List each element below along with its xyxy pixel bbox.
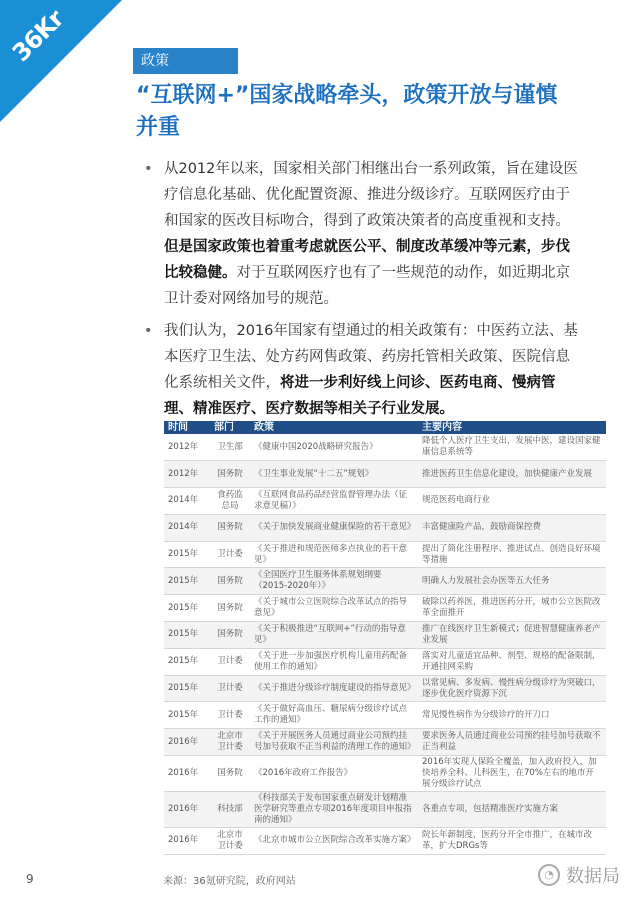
cell-dept: 国务院 — [210, 756, 250, 792]
cell-dept: 卫生部 — [210, 434, 250, 461]
cell-content: 以常见病、多发病、慢性病分级诊疗为突破口，逐步优化医疗资源下沉 — [418, 675, 606, 702]
header-content: 主要内容 — [418, 421, 606, 434]
section-tag: 政策 — [133, 48, 238, 74]
cell-content: 规范医药电商行业 — [418, 488, 606, 515]
cell-dept: 国务院 — [210, 514, 250, 541]
cell-policy: 《卫生事业发展“十二五”规划》 — [250, 461, 418, 488]
cell-content: 推广在线医疗卫生新模式；促进智慧健康养老产业发展 — [418, 622, 606, 649]
table-row — [164, 729, 606, 756]
cell-content: 落实对儿童适宜品种、剂型、规格的配备限制，开通挂网采购 — [418, 648, 606, 675]
policy-table — [164, 421, 606, 855]
page-title: “互联网+”国家战略牵头，政策开放与谨慎并重 — [136, 83, 558, 140]
table-row — [164, 828, 606, 855]
cell-time: 2016年 — [164, 792, 210, 828]
cell-time: 2015年 — [164, 595, 210, 622]
cell-dept: 国务院 — [210, 595, 250, 622]
bullet-item — [144, 318, 584, 422]
cell-time: 2015年 — [164, 541, 210, 568]
cell-policy: 《关于加快发展商业健康保险的若干意见》 — [250, 514, 418, 541]
bullet-bold-text: 将进一步利好线上问诊、医药电商、慢病管理、精准医疗、医疗数据等相关子行业发展。 — [164, 375, 556, 417]
table-row — [164, 541, 606, 568]
cell-policy: 《科技部关于发布国家重点研发计划精准医学研究等重点专项2016年度项目申报指南的通知》 — [250, 792, 418, 828]
cell-policy: 《2016年政府工作报告》 — [250, 756, 418, 792]
cell-time: 2014年 — [164, 488, 210, 515]
table-row — [164, 461, 606, 488]
cell-policy: 《关于开展医务人员通过商业公司预约挂号加号获取不正当利益的清理工作的通知》 — [250, 729, 418, 756]
cell-time: 2016年 — [164, 756, 210, 792]
table-row — [164, 702, 606, 729]
watermark — [538, 862, 620, 888]
cell-content: 破除以药养医，推进医药分开，城市公立医院改革全面推开 — [418, 595, 606, 622]
cell-time: 2015年 — [164, 622, 210, 649]
table-header-row — [164, 421, 606, 434]
table-body — [164, 434, 606, 854]
cell-content: 要求医务人员通过商业公司预约挂号加号获取不正当利益 — [418, 729, 606, 756]
cell-content: 丰富健康险产品，鼓励商保控费 — [418, 514, 606, 541]
bullet-text: 我们认为，2016年国家有望通过的相关政策有：中医药立法、基本医疗卫生法、处方药网售政策、药房托管相关政策、医院信息化系统相关文件， — [164, 323, 578, 391]
brand-logo: 36Kr — [6, 4, 69, 68]
cell-dept: 国务院 — [210, 622, 250, 649]
cell-time: 2012年 — [164, 434, 210, 461]
cell-dept: 卫计委 — [210, 648, 250, 675]
cell-time: 2015年 — [164, 568, 210, 595]
table-row — [164, 568, 606, 595]
table-row — [164, 514, 606, 541]
cell-dept: 科技部 — [210, 792, 250, 828]
cell-policy: 《健康中国2020战略研究报告》 — [250, 434, 418, 461]
header-policy: 政策 — [250, 421, 418, 434]
cell-content: 常见慢性病作为分级诊疗的开刀口 — [418, 702, 606, 729]
cell-time: 2015年 — [164, 648, 210, 675]
header-time: 时间 — [164, 421, 210, 434]
cell-content: 推进医药卫生信息化建设，加快健康产业发展 — [418, 461, 606, 488]
cell-policy: 《关于做好高血压、糖尿病分级诊疗试点工作的通知》 — [250, 702, 418, 729]
cell-policy: 《关于城市公立医院综合改革试点的指导意见》 — [250, 595, 418, 622]
wechat-icon: ◔ — [538, 864, 560, 886]
cell-policy: 《关于进一步加强医疗机构儿童用药配备使用工作的通知》 — [250, 648, 418, 675]
watermark-text: 数据局 — [566, 866, 620, 887]
cell-dept: 食药监总局 — [210, 488, 250, 515]
cell-dept: 国务院 — [210, 461, 250, 488]
cell-policy: 《互联网食品药品经营监督管理办法（征求意见稿）》 — [250, 488, 418, 515]
header-dept: 部门 — [210, 421, 250, 434]
cell-content: 各重点专项，包括精准医疗实施方案 — [418, 792, 606, 828]
cell-dept: 北京市卫计委 — [210, 828, 250, 855]
bullet-item — [144, 156, 584, 312]
cell-policy: 《关于积极推进“互联网+”行动的指导意见》 — [250, 622, 418, 649]
bullet-bold-text: 但是国家政策也着重考虑就医公平、制度改革缓冲等元素，步伐比较稳健。 — [164, 239, 570, 281]
cell-content: 明确人力发展社会办医等五大任务 — [418, 568, 606, 595]
cell-content: 提出了简化注册程序、推进试点、创造良好环境等措施 — [418, 541, 606, 568]
cell-content: 降低个人医疗卫生支出，发展中医，建设国家健康信息系统等 — [418, 434, 606, 461]
table-row — [164, 488, 606, 515]
cell-dept: 北京市卫计委 — [210, 729, 250, 756]
cell-time: 2015年 — [164, 702, 210, 729]
cell-policy: 《关于推进分级诊疗制度建设的指导意见》 — [250, 675, 418, 702]
cell-dept: 卫计委 — [210, 675, 250, 702]
cell-time: 2014年 — [164, 514, 210, 541]
bullet-marker: • — [144, 161, 153, 177]
bullet-marker: • — [144, 323, 153, 339]
cell-time: 2016年 — [164, 729, 210, 756]
cell-content: 2016年实现人保险全覆盖，加入政府投入，加快培养全科、儿科医生，在70%左右的地市开展分级诊疗试点 — [418, 756, 606, 792]
source-note: 来源：36氪研究院，政府网站 — [163, 876, 296, 887]
table-row — [164, 434, 606, 461]
table-row — [164, 675, 606, 702]
table-row — [164, 595, 606, 622]
bullet-text-tail: 对于互联网医疗也有了一些规范的动作，如近期北京卫计委对网络加号的规范。 — [164, 265, 570, 307]
cell-dept: 国务院 — [210, 568, 250, 595]
cell-content: 院长年薪制度，医药分开全市推广，在城市改革，扩大DRGs等 — [418, 828, 606, 855]
table-row — [164, 648, 606, 675]
policy-table-grid — [164, 421, 606, 855]
cell-time: 2015年 — [164, 675, 210, 702]
cell-policy: 《北京市城市公立医院综合改革实施方案》 — [250, 828, 418, 855]
table-row — [164, 756, 606, 792]
cell-dept: 卫计委 — [210, 702, 250, 729]
cell-dept: 卫计委 — [210, 541, 250, 568]
cell-time: 2016年 — [164, 828, 210, 855]
page-number: 9 — [26, 872, 34, 886]
table-row — [164, 792, 606, 828]
cell-time: 2012年 — [164, 461, 210, 488]
cell-policy: 《全国医疗卫生服务体系规划纲要（2015-2020年）》 — [250, 568, 418, 595]
table-row — [164, 622, 606, 649]
bullet-text: 从2012年以来，国家相关部门相继出台一系列政策，旨在建设医疗信息化基础、优化配置资源、推进分级诊疗。互联网医疗由于和国家的医改目标吻合，得到了政策决策者的高度重视和支持。 — [164, 161, 578, 229]
cell-policy: 《关于推进和规范医师多点执业的若干意见》 — [250, 541, 418, 568]
bullet-list — [144, 156, 584, 428]
